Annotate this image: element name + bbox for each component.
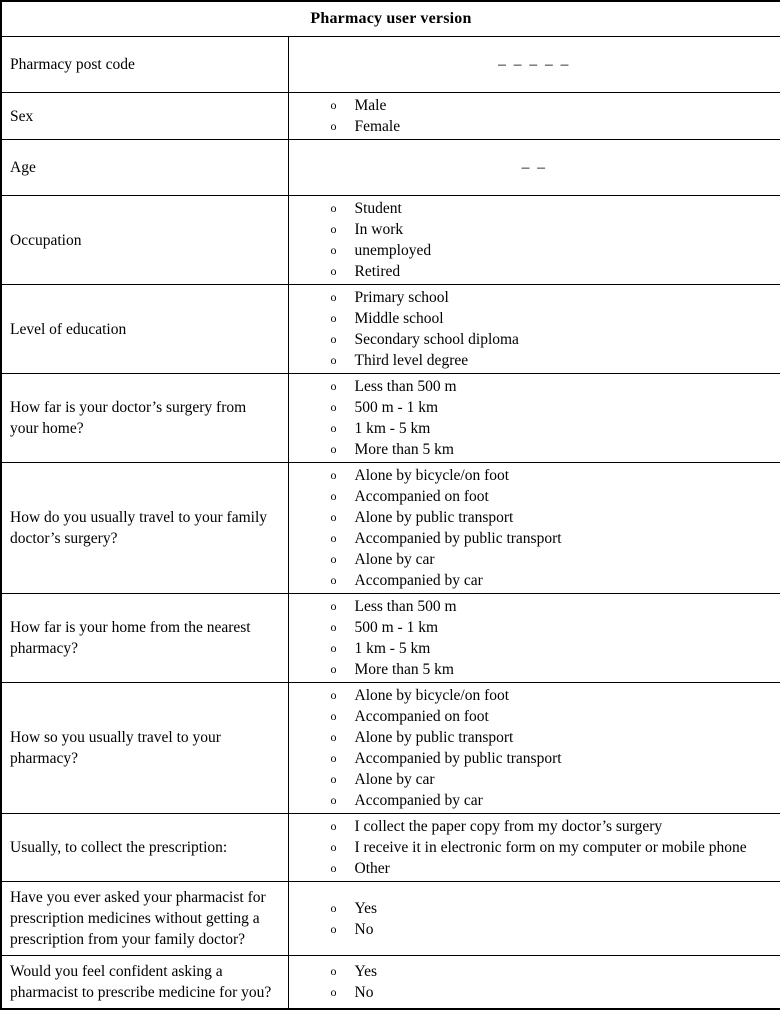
table-row [1, 882, 780, 956]
table-title: Pharmacy user version [1, 1, 780, 37]
answer-options-cell [288, 594, 780, 683]
question-label: Pharmacy post code [1, 37, 288, 93]
option-label: I collect the paper copy from my doctor’s surgery [354, 818, 663, 835]
radio-option[interactable] [289, 116, 773, 137]
question-label: Occupation [1, 196, 288, 285]
table-row [1, 93, 780, 140]
question-label: Sex [1, 93, 288, 140]
radio-option[interactable] [289, 837, 773, 858]
table-row [1, 683, 780, 814]
answer-options-cell [288, 285, 780, 374]
radio-circle-icon: o [330, 819, 337, 833]
radio-option[interactable] [289, 418, 773, 439]
radio-circle-icon: o [330, 641, 337, 655]
radio-circle-icon: o [330, 921, 337, 936]
radio-circle-icon: o [330, 332, 337, 346]
option-label: unemployed [354, 242, 432, 259]
radio-option[interactable] [289, 617, 773, 638]
radio-option[interactable] [289, 685, 773, 706]
option-label: 1 km - 5 km [354, 640, 431, 657]
answer-options-cell [288, 683, 780, 814]
option-label: More than 5 km [354, 441, 454, 458]
option-label: More than 5 km [354, 661, 454, 678]
radio-circle-icon: o [330, 468, 337, 482]
option-label: Accompanied on foot [354, 488, 489, 505]
option-label: Student [354, 200, 402, 217]
radio-option[interactable] [289, 376, 773, 397]
option-label: Alone by bicycle/on foot [354, 467, 510, 484]
option-label: Accompanied by car [354, 572, 483, 589]
answer-options-cell [288, 882, 780, 956]
radio-option[interactable] [289, 727, 773, 748]
table-row [1, 374, 780, 463]
options-list [289, 93, 780, 139]
radio-circle-icon: o [330, 98, 337, 112]
radio-option[interactable] [289, 706, 773, 727]
radio-option[interactable] [289, 528, 773, 549]
answer-options-cell [288, 814, 780, 882]
radio-circle-icon: o [330, 751, 337, 765]
option-label: I receive it in electronic form on my computer or mobile phone [354, 839, 747, 856]
radio-circle-icon: o [330, 264, 337, 278]
radio-circle-icon: o [330, 900, 337, 915]
options-list [289, 374, 780, 462]
option-label: Less than 500 m [354, 378, 457, 395]
option-label: Secondary school diploma [354, 331, 519, 348]
options-list [289, 896, 780, 942]
radio-circle-icon: o [330, 772, 337, 786]
radio-option[interactable] [289, 816, 773, 837]
radio-option[interactable] [289, 486, 773, 507]
radio-circle-icon: o [330, 552, 337, 566]
option-label: No [354, 920, 374, 938]
radio-circle-icon: o [330, 599, 337, 613]
radio-circle-icon: o [330, 489, 337, 503]
radio-option[interactable] [289, 549, 773, 570]
option-label: In work [354, 221, 404, 238]
option-label: 1 km - 5 km [354, 420, 431, 437]
options-list [289, 285, 780, 373]
radio-circle-icon: o [330, 442, 337, 456]
question-label: How far is your doctor’s surgery from your home? [1, 374, 288, 463]
radio-option[interactable] [289, 198, 773, 219]
radio-circle-icon: o [330, 662, 337, 676]
answer-options-cell [288, 93, 780, 140]
answer-blank-cell [288, 37, 780, 93]
question-label: How so you usually travel to your pharmacy? [1, 683, 288, 814]
radio-circle-icon: o [330, 573, 337, 587]
question-label: Age [1, 140, 288, 196]
question-label: How do you usually travel to your family doctor’s surgery? [1, 463, 288, 594]
radio-circle-icon: o [330, 290, 337, 304]
radio-option[interactable] [289, 219, 773, 240]
radio-circle-icon: o [330, 964, 337, 978]
option-label: Male [354, 97, 387, 114]
radio-circle-icon: o [330, 709, 337, 723]
option-label: Accompanied on foot [354, 708, 489, 725]
radio-circle-icon: o [330, 730, 337, 744]
radio-option[interactable] [289, 397, 773, 418]
radio-option[interactable] [289, 465, 773, 486]
answer-options-cell [288, 463, 780, 594]
radio-option[interactable] [289, 308, 773, 329]
radio-option[interactable] [289, 659, 773, 680]
radio-option[interactable] [289, 507, 773, 528]
options-list [289, 594, 780, 682]
option-label: Alone by car [354, 771, 435, 788]
option-label: Accompanied by car [354, 792, 483, 809]
radio-circle-icon: o [330, 688, 337, 702]
radio-option[interactable] [289, 329, 773, 350]
table-row [1, 814, 780, 882]
options-list [289, 196, 780, 284]
radio-option[interactable] [289, 898, 773, 919]
option-label: Accompanied by public transport [354, 750, 562, 767]
radio-circle-icon: o [330, 985, 337, 999]
option-label: Other [354, 860, 390, 877]
option-label: Yes [354, 963, 378, 980]
answer-options-cell [288, 956, 780, 1010]
radio-option[interactable] [289, 350, 773, 371]
radio-option[interactable] [289, 769, 773, 790]
table-row [1, 594, 780, 683]
radio-option[interactable] [289, 570, 773, 591]
option-label: Middle school [354, 310, 444, 327]
question-rows [1, 37, 780, 1010]
radio-option[interactable] [289, 439, 773, 460]
question-label: Would you feel confident asking a pharmacist to prescribe medicine for you? [1, 956, 288, 1010]
option-label: Accompanied by public transport [354, 530, 562, 547]
radio-circle-icon: o [330, 243, 337, 257]
radio-option[interactable] [289, 858, 773, 879]
option-label: Retired [354, 263, 401, 280]
radio-option[interactable] [289, 919, 773, 940]
radio-option[interactable] [289, 596, 773, 617]
radio-circle-icon: o [330, 379, 337, 393]
question-label: Have you ever asked your pharmacist for prescription medicines without getting a prescription from your family doctor? [1, 882, 288, 956]
radio-option[interactable] [289, 261, 773, 282]
option-label: Alone by car [354, 551, 435, 568]
options-list [289, 463, 780, 593]
radio-circle-icon: o [330, 421, 337, 435]
radio-circle-icon: o [330, 793, 337, 807]
options-list [289, 959, 780, 1005]
radio-circle-icon: o [330, 620, 337, 634]
option-label: Primary school [354, 289, 449, 306]
radio-circle-icon: o [330, 201, 337, 215]
radio-circle-icon: o [330, 510, 337, 524]
options-list [289, 814, 780, 881]
radio-option[interactable] [289, 961, 773, 982]
radio-option[interactable] [289, 982, 773, 1003]
radio-circle-icon: o [330, 353, 337, 367]
radio-circle-icon: o [330, 531, 337, 545]
radio-option[interactable] [289, 240, 773, 261]
table-row [1, 37, 780, 93]
option-label: Alone by bicycle/on foot [354, 687, 510, 704]
radio-circle-icon: o [330, 311, 337, 325]
radio-option[interactable] [289, 638, 773, 659]
option-label: Female [354, 118, 401, 135]
table-row [1, 196, 780, 285]
option-label: 500 m - 1 km [354, 399, 439, 416]
table-row [1, 140, 780, 196]
question-label: Usually, to collect the prescription: [1, 814, 288, 882]
option-label: 500 m - 1 km [354, 619, 439, 636]
answer-options-cell [288, 374, 780, 463]
title-row [1, 1, 780, 37]
radio-circle-icon: o [330, 222, 337, 236]
radio-circle-icon: o [330, 861, 337, 875]
radio-option[interactable] [289, 95, 773, 116]
radio-circle-icon: o [330, 119, 337, 133]
table-row [1, 463, 780, 594]
radio-option[interactable] [289, 748, 773, 769]
question-label: How far is your home from the nearest pharmacy? [1, 594, 288, 683]
fill-in-blank[interactable]: – – [521, 159, 547, 176]
question-label: Level of education [1, 285, 288, 374]
fill-in-blank[interactable]: – – – – – [498, 56, 571, 73]
option-label: No [354, 984, 374, 1001]
radio-circle-icon: o [330, 400, 337, 414]
radio-circle-icon: o [330, 840, 337, 854]
table-row [1, 285, 780, 374]
option-label: Yes [354, 899, 378, 917]
options-list [289, 683, 780, 813]
answer-options-cell [288, 196, 780, 285]
answer-blank-cell [288, 140, 780, 196]
option-label: Alone by public transport [354, 509, 514, 526]
radio-option[interactable] [289, 790, 773, 811]
option-label: Alone by public transport [354, 729, 514, 746]
option-label: Less than 500 m [354, 598, 457, 615]
table-row [1, 956, 780, 1010]
radio-option[interactable] [289, 287, 773, 308]
option-label: Third level degree [354, 352, 469, 369]
